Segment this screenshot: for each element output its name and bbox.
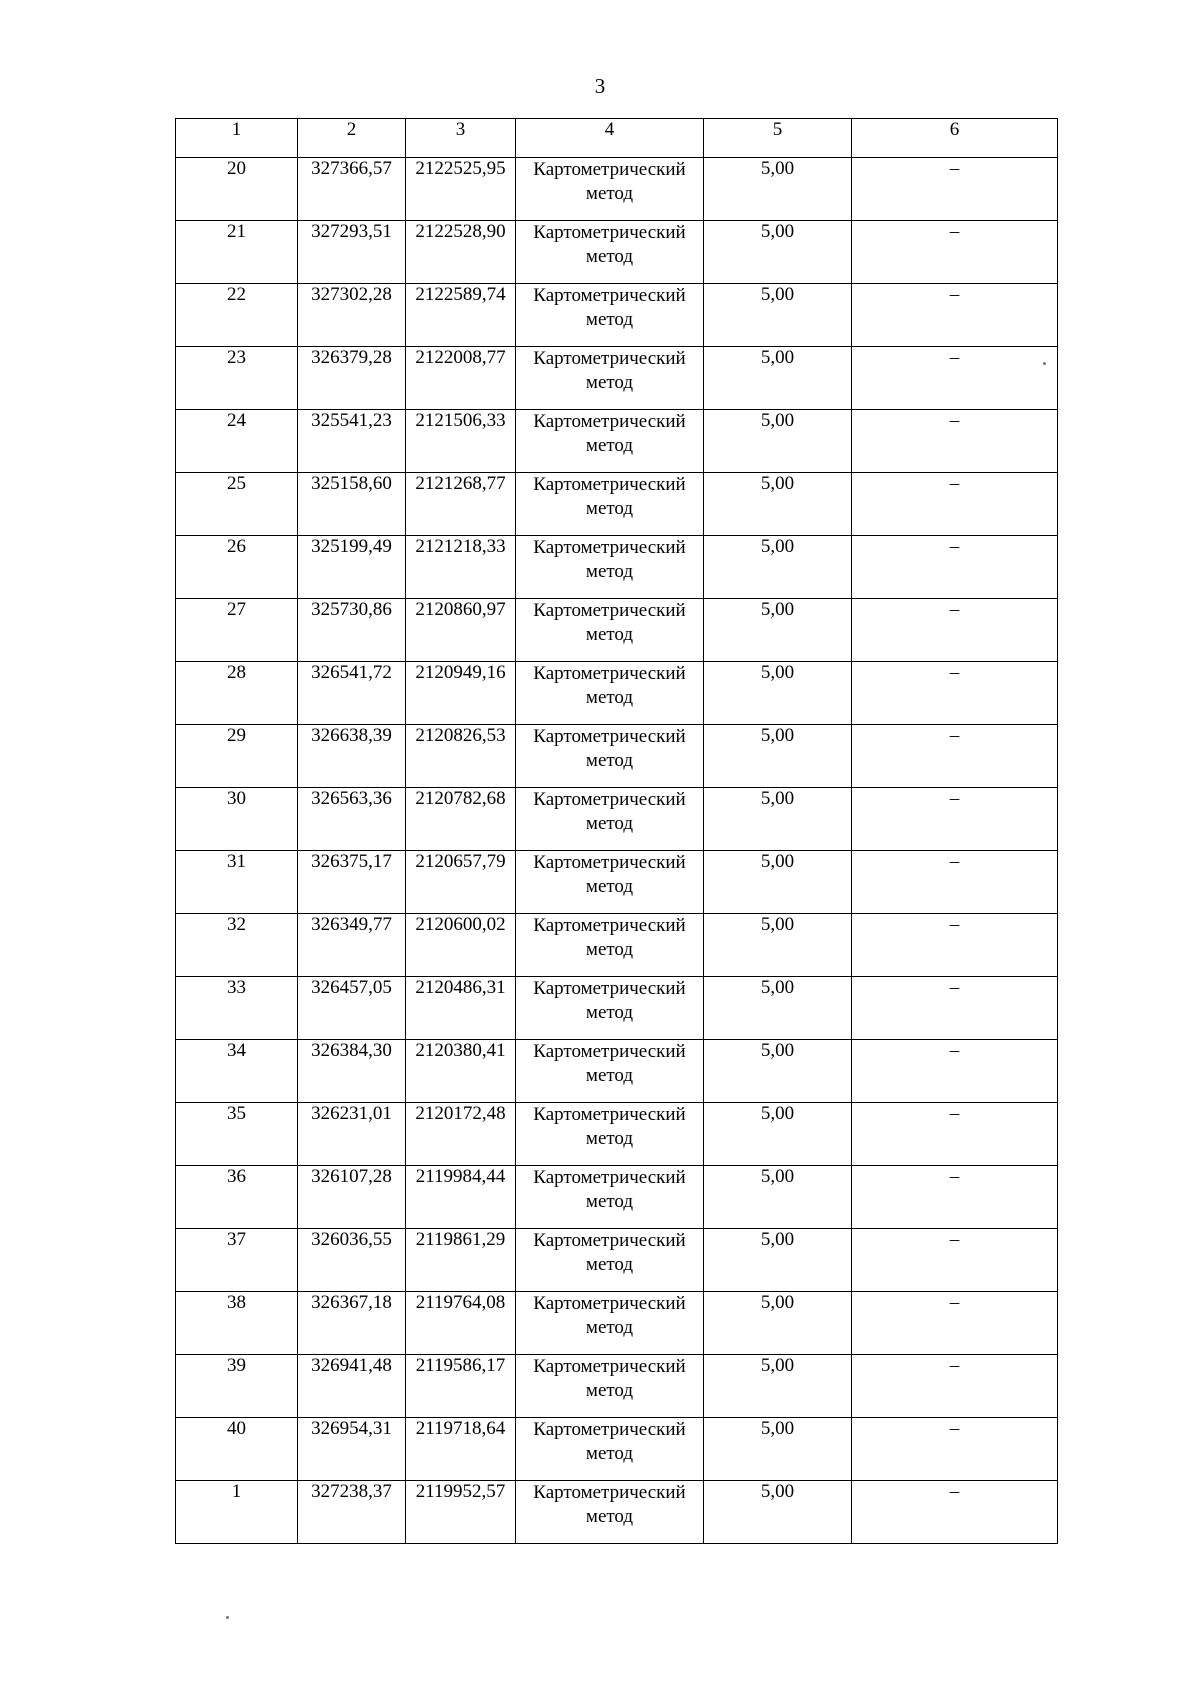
cell-method: Картометрический метод bbox=[516, 1418, 704, 1481]
cell-coordinate-x: 326638,39 bbox=[298, 725, 406, 788]
cell-coordinate-y: 2120172,48 bbox=[406, 1103, 516, 1166]
cell-point-number: 25 bbox=[176, 473, 298, 536]
cell-point-number: 40 bbox=[176, 1418, 298, 1481]
cell-coordinate-y: 2120826,53 bbox=[406, 725, 516, 788]
cell-note: – bbox=[852, 536, 1058, 599]
scan-speck bbox=[226, 1616, 229, 1619]
cell-method: Картометрический метод bbox=[516, 284, 704, 347]
cell-coordinate-y: 2119586,17 bbox=[406, 1355, 516, 1418]
cell-note: – bbox=[852, 473, 1058, 536]
cell-note: – bbox=[852, 347, 1058, 410]
cell-method: Картометрический метод bbox=[516, 1166, 704, 1229]
cell-coordinate-y: 2119861,29 bbox=[406, 1229, 516, 1292]
cell-coordinate-y: 2122008,77 bbox=[406, 347, 516, 410]
cell-note: – bbox=[852, 1103, 1058, 1166]
cell-method: Картометрический метод bbox=[516, 1229, 704, 1292]
cell-coordinate-x: 326349,77 bbox=[298, 914, 406, 977]
cell-note: – bbox=[852, 410, 1058, 473]
cell-note: – bbox=[852, 788, 1058, 851]
cell-accuracy: 5,00 bbox=[704, 1229, 852, 1292]
table-row bbox=[176, 977, 1058, 1040]
cell-accuracy: 5,00 bbox=[704, 1040, 852, 1103]
table-row bbox=[176, 1040, 1058, 1103]
cell-note: – bbox=[852, 1292, 1058, 1355]
cell-point-number: 29 bbox=[176, 725, 298, 788]
cell-coordinate-y: 2119764,08 bbox=[406, 1292, 516, 1355]
cell-coordinate-x: 326036,55 bbox=[298, 1229, 406, 1292]
cell-method: Картометрический метод bbox=[516, 536, 704, 599]
table-body bbox=[176, 158, 1058, 1544]
cell-coordinate-y: 2119952,57 bbox=[406, 1481, 516, 1544]
cell-coordinate-y: 2120949,16 bbox=[406, 662, 516, 725]
cell-accuracy: 5,00 bbox=[704, 284, 852, 347]
table-row bbox=[176, 473, 1058, 536]
cell-point-number: 36 bbox=[176, 1166, 298, 1229]
cell-coordinate-x: 326375,17 bbox=[298, 851, 406, 914]
cell-coordinate-y: 2121268,77 bbox=[406, 473, 516, 536]
table-header-row bbox=[176, 119, 1058, 158]
cell-coordinate-y: 2120380,41 bbox=[406, 1040, 516, 1103]
column-header-1: 1 bbox=[176, 119, 298, 158]
column-header-2: 2 bbox=[298, 119, 406, 158]
column-header-5: 5 bbox=[704, 119, 852, 158]
cell-coordinate-y: 2122589,74 bbox=[406, 284, 516, 347]
cell-note: – bbox=[852, 221, 1058, 284]
cell-coordinate-y: 2120486,31 bbox=[406, 977, 516, 1040]
cell-accuracy: 5,00 bbox=[704, 1481, 852, 1544]
table-row bbox=[176, 851, 1058, 914]
table-row bbox=[176, 1292, 1058, 1355]
table-row bbox=[176, 1103, 1058, 1166]
table-row bbox=[176, 221, 1058, 284]
cell-coordinate-x: 326231,01 bbox=[298, 1103, 406, 1166]
table-row bbox=[176, 1229, 1058, 1292]
cell-point-number: 32 bbox=[176, 914, 298, 977]
cell-coordinate-x: 325158,60 bbox=[298, 473, 406, 536]
cell-point-number: 23 bbox=[176, 347, 298, 410]
cell-accuracy: 5,00 bbox=[704, 662, 852, 725]
cell-accuracy: 5,00 bbox=[704, 410, 852, 473]
cell-point-number: 28 bbox=[176, 662, 298, 725]
table-row bbox=[176, 599, 1058, 662]
cell-accuracy: 5,00 bbox=[704, 536, 852, 599]
cell-method: Картометрический метод bbox=[516, 788, 704, 851]
cell-coordinate-y: 2121506,33 bbox=[406, 410, 516, 473]
cell-coordinate-x: 325199,49 bbox=[298, 536, 406, 599]
table-row bbox=[176, 725, 1058, 788]
cell-coordinate-x: 327238,37 bbox=[298, 1481, 406, 1544]
cell-coordinate-y: 2120657,79 bbox=[406, 851, 516, 914]
cell-accuracy: 5,00 bbox=[704, 914, 852, 977]
table-row bbox=[176, 284, 1058, 347]
cell-note: – bbox=[852, 1355, 1058, 1418]
cell-method: Картометрический метод bbox=[516, 1040, 704, 1103]
cell-point-number: 39 bbox=[176, 1355, 298, 1418]
cell-accuracy: 5,00 bbox=[704, 1418, 852, 1481]
cell-note: – bbox=[852, 1166, 1058, 1229]
cell-point-number: 30 bbox=[176, 788, 298, 851]
cell-note: – bbox=[852, 599, 1058, 662]
coordinates-table bbox=[175, 118, 1058, 1544]
cell-note: – bbox=[852, 1418, 1058, 1481]
cell-point-number: 20 bbox=[176, 158, 298, 221]
cell-coordinate-x: 325730,86 bbox=[298, 599, 406, 662]
cell-accuracy: 5,00 bbox=[704, 599, 852, 662]
table-row bbox=[176, 914, 1058, 977]
cell-coordinate-x: 326457,05 bbox=[298, 977, 406, 1040]
cell-method: Картометрический метод bbox=[516, 851, 704, 914]
cell-point-number: 1 bbox=[176, 1481, 298, 1544]
cell-method: Картометрический метод bbox=[516, 347, 704, 410]
cell-coordinate-x: 326379,28 bbox=[298, 347, 406, 410]
cell-coordinate-y: 2121218,33 bbox=[406, 536, 516, 599]
cell-note: – bbox=[852, 914, 1058, 977]
cell-accuracy: 5,00 bbox=[704, 788, 852, 851]
cell-method: Картометрический метод bbox=[516, 1103, 704, 1166]
cell-method: Картометрический метод bbox=[516, 1355, 704, 1418]
cell-accuracy: 5,00 bbox=[704, 1166, 852, 1229]
cell-coordinate-x: 326107,28 bbox=[298, 1166, 406, 1229]
cell-accuracy: 5,00 bbox=[704, 347, 852, 410]
cell-note: – bbox=[852, 1229, 1058, 1292]
cell-coordinate-x: 326954,31 bbox=[298, 1418, 406, 1481]
cell-accuracy: 5,00 bbox=[704, 725, 852, 788]
cell-coordinate-x: 326384,30 bbox=[298, 1040, 406, 1103]
cell-method: Картометрический метод bbox=[516, 473, 704, 536]
cell-note: – bbox=[852, 851, 1058, 914]
cell-accuracy: 5,00 bbox=[704, 221, 852, 284]
cell-point-number: 38 bbox=[176, 1292, 298, 1355]
column-header-6: 6 bbox=[852, 119, 1058, 158]
cell-coordinate-x: 326941,48 bbox=[298, 1355, 406, 1418]
cell-accuracy: 5,00 bbox=[704, 1292, 852, 1355]
cell-coordinate-y: 2122528,90 bbox=[406, 221, 516, 284]
cell-accuracy: 5,00 bbox=[704, 1103, 852, 1166]
cell-coordinate-y: 2122525,95 bbox=[406, 158, 516, 221]
coordinates-table-container bbox=[175, 118, 1057, 1544]
cell-note: – bbox=[852, 1040, 1058, 1103]
cell-accuracy: 5,00 bbox=[704, 977, 852, 1040]
cell-note: – bbox=[852, 158, 1058, 221]
table-row bbox=[176, 158, 1058, 221]
cell-method: Картометрический метод bbox=[516, 158, 704, 221]
table-row bbox=[176, 788, 1058, 851]
cell-coordinate-x: 327366,57 bbox=[298, 158, 406, 221]
cell-note: – bbox=[852, 284, 1058, 347]
table-row bbox=[176, 1166, 1058, 1229]
cell-coordinate-x: 327293,51 bbox=[298, 221, 406, 284]
cell-note: – bbox=[852, 977, 1058, 1040]
cell-point-number: 27 bbox=[176, 599, 298, 662]
cell-note: – bbox=[852, 662, 1058, 725]
cell-method: Картометрический метод bbox=[516, 1292, 704, 1355]
scan-speck bbox=[1043, 362, 1046, 365]
cell-point-number: 24 bbox=[176, 410, 298, 473]
cell-point-number: 22 bbox=[176, 284, 298, 347]
cell-accuracy: 5,00 bbox=[704, 473, 852, 536]
cell-coordinate-x: 326541,72 bbox=[298, 662, 406, 725]
cell-method: Картометрический метод bbox=[516, 662, 704, 725]
cell-coordinate-x: 327302,28 bbox=[298, 284, 406, 347]
cell-method: Картометрический метод bbox=[516, 221, 704, 284]
cell-point-number: 33 bbox=[176, 977, 298, 1040]
cell-coordinate-x: 325541,23 bbox=[298, 410, 406, 473]
cell-coordinate-y: 2120860,97 bbox=[406, 599, 516, 662]
column-header-3: 3 bbox=[406, 119, 516, 158]
table-row bbox=[176, 662, 1058, 725]
cell-coordinate-y: 2120600,02 bbox=[406, 914, 516, 977]
cell-accuracy: 5,00 bbox=[704, 158, 852, 221]
column-header-4: 4 bbox=[516, 119, 704, 158]
cell-coordinate-x: 326563,36 bbox=[298, 788, 406, 851]
cell-method: Картометрический метод bbox=[516, 977, 704, 1040]
cell-point-number: 31 bbox=[176, 851, 298, 914]
cell-coordinate-x: 326367,18 bbox=[298, 1292, 406, 1355]
page-number: 3 bbox=[594, 74, 606, 98]
cell-point-number: 34 bbox=[176, 1040, 298, 1103]
cell-method: Картометрический метод bbox=[516, 914, 704, 977]
cell-accuracy: 5,00 bbox=[704, 851, 852, 914]
table-row bbox=[176, 536, 1058, 599]
cell-accuracy: 5,00 bbox=[704, 1355, 852, 1418]
cell-method: Картометрический метод bbox=[516, 599, 704, 662]
cell-coordinate-y: 2119984,44 bbox=[406, 1166, 516, 1229]
cell-point-number: 26 bbox=[176, 536, 298, 599]
cell-method: Картометрический метод bbox=[516, 410, 704, 473]
cell-point-number: 37 bbox=[176, 1229, 298, 1292]
table-row bbox=[176, 1481, 1058, 1544]
cell-point-number: 21 bbox=[176, 221, 298, 284]
cell-note: – bbox=[852, 725, 1058, 788]
cell-method: Картометрический метод bbox=[516, 1481, 704, 1544]
cell-coordinate-y: 2119718,64 bbox=[406, 1418, 516, 1481]
table-header bbox=[176, 119, 1058, 158]
cell-coordinate-y: 2120782,68 bbox=[406, 788, 516, 851]
table-row bbox=[176, 410, 1058, 473]
cell-method: Картометрический метод bbox=[516, 725, 704, 788]
table-row bbox=[176, 1418, 1058, 1481]
table-row bbox=[176, 347, 1058, 410]
cell-note: – bbox=[852, 1481, 1058, 1544]
cell-point-number: 35 bbox=[176, 1103, 298, 1166]
table-row bbox=[176, 1355, 1058, 1418]
